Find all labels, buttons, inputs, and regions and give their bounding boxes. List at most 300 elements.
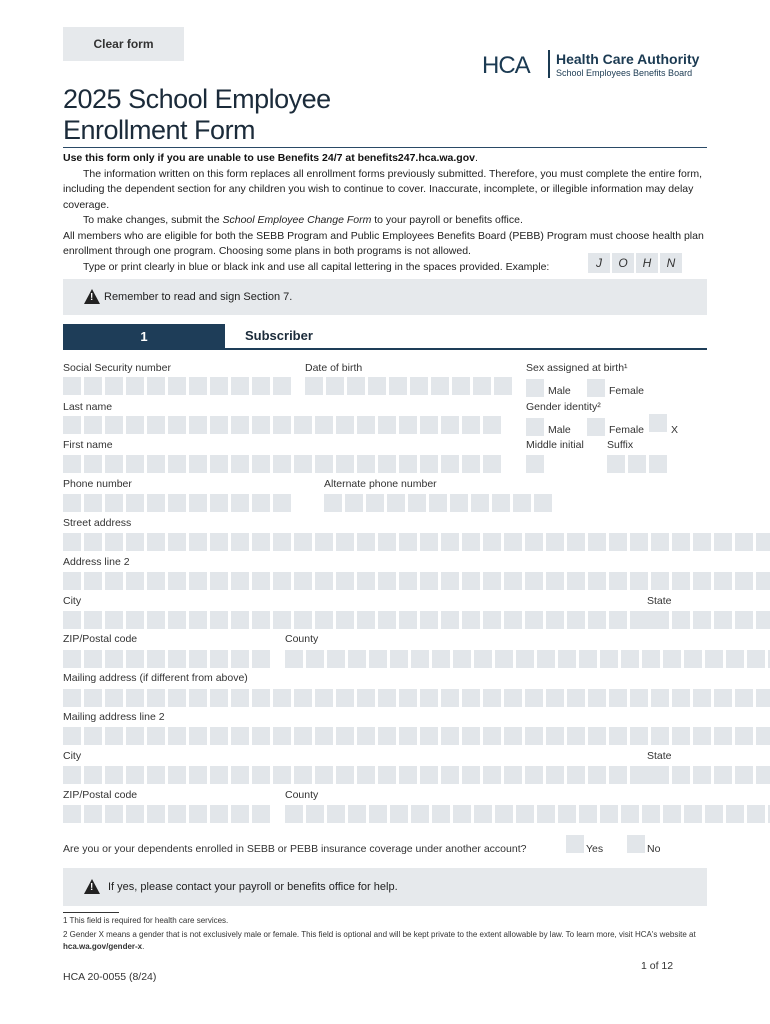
char-box[interactable] [429,494,447,512]
char-box[interactable] [378,572,396,590]
char-box[interactable] [326,377,344,395]
char-box[interactable] [756,611,770,629]
char-box[interactable] [273,611,291,629]
char-box[interactable] [504,533,522,551]
char-box[interactable] [168,377,186,395]
char-box[interactable] [399,455,417,473]
char-box[interactable] [408,494,426,512]
char-box[interactable] [357,727,375,745]
char-box[interactable] [378,727,396,745]
gender-x-checkbox[interactable] [649,414,667,432]
char-box[interactable] [630,689,648,707]
char-box[interactable] [483,455,501,473]
char-box[interactable] [147,494,165,512]
address2-input[interactable] [63,572,770,590]
phone-input[interactable] [63,494,291,512]
char-box[interactable] [474,650,492,668]
char-box[interactable] [231,572,249,590]
char-box[interactable] [420,416,438,434]
char-box[interactable] [168,533,186,551]
char-box[interactable] [588,766,606,784]
char-box[interactable] [126,572,144,590]
char-box[interactable] [189,650,207,668]
char-box[interactable] [231,455,249,473]
char-box[interactable] [389,377,407,395]
char-box[interactable] [714,727,732,745]
char-box[interactable] [483,572,501,590]
char-box[interactable] [273,533,291,551]
char-box[interactable] [273,494,291,512]
char-box[interactable] [105,416,123,434]
zip-input[interactable] [63,650,270,668]
char-box[interactable] [399,416,417,434]
char-box[interactable] [441,533,459,551]
char-box[interactable] [705,805,723,823]
char-box[interactable] [399,689,417,707]
char-box[interactable] [600,805,618,823]
char-box[interactable] [492,494,510,512]
char-box[interactable] [147,416,165,434]
char-box[interactable] [315,416,333,434]
char-box[interactable] [495,805,513,823]
ssn-input[interactable] [63,377,291,395]
char-box[interactable] [588,689,606,707]
char-box[interactable] [452,377,470,395]
char-box[interactable] [735,611,753,629]
char-box[interactable] [567,533,585,551]
char-box[interactable] [210,805,228,823]
char-box[interactable] [473,377,491,395]
state2-input[interactable] [647,766,665,784]
char-box[interactable] [294,416,312,434]
char-box[interactable] [294,689,312,707]
char-box[interactable] [483,689,501,707]
char-box[interactable] [399,766,417,784]
char-box[interactable] [726,650,744,668]
char-box[interactable] [315,689,333,707]
char-box[interactable] [504,572,522,590]
char-box[interactable] [189,689,207,707]
char-box[interactable] [294,572,312,590]
char-box[interactable] [252,766,270,784]
char-box[interactable] [126,727,144,745]
char-box[interactable] [63,805,81,823]
char-box[interactable] [126,689,144,707]
char-box[interactable] [252,533,270,551]
char-box[interactable] [126,766,144,784]
char-box[interactable] [693,727,711,745]
char-box[interactable] [516,650,534,668]
char-box[interactable] [305,377,323,395]
char-box[interactable] [714,572,732,590]
char-box[interactable] [306,805,324,823]
char-box[interactable] [294,455,312,473]
char-box[interactable] [399,533,417,551]
char-box[interactable] [126,455,144,473]
char-box[interactable] [357,766,375,784]
char-box[interactable] [357,689,375,707]
char-box[interactable] [579,650,597,668]
clear-form-button[interactable]: Clear form [63,27,184,61]
char-box[interactable] [651,572,669,590]
char-box[interactable] [494,377,512,395]
char-box[interactable] [84,727,102,745]
char-box[interactable] [546,766,564,784]
mailing2-input[interactable] [63,727,770,745]
char-box[interactable] [210,766,228,784]
char-box[interactable] [735,572,753,590]
char-box[interactable] [252,572,270,590]
char-box[interactable] [147,455,165,473]
char-box[interactable] [285,650,303,668]
char-box[interactable] [105,611,123,629]
char-box[interactable] [168,611,186,629]
street-input[interactable] [63,533,770,551]
char-box[interactable] [168,650,186,668]
char-box[interactable] [756,572,770,590]
char-box[interactable] [273,727,291,745]
char-box[interactable] [105,766,123,784]
char-box[interactable] [441,611,459,629]
char-box[interactable] [390,650,408,668]
char-box[interactable] [663,650,681,668]
char-box[interactable] [63,689,81,707]
char-box[interactable] [168,805,186,823]
char-box[interactable] [84,650,102,668]
char-box[interactable] [189,611,207,629]
char-box[interactable] [366,494,384,512]
char-box[interactable] [647,766,665,784]
char-box[interactable] [387,494,405,512]
char-box[interactable] [600,650,618,668]
char-box[interactable] [621,650,639,668]
char-box[interactable] [399,572,417,590]
char-box[interactable] [630,766,648,784]
char-box[interactable] [105,805,123,823]
char-box[interactable] [231,650,249,668]
char-box[interactable] [495,650,513,668]
char-box[interactable] [369,805,387,823]
char-box[interactable] [327,805,345,823]
char-box[interactable] [63,727,81,745]
char-box[interactable] [609,727,627,745]
char-box[interactable] [324,494,342,512]
char-box[interactable] [336,416,354,434]
char-box[interactable] [189,727,207,745]
char-box[interactable] [231,377,249,395]
char-box[interactable] [462,572,480,590]
char-box[interactable] [147,572,165,590]
char-box[interactable] [420,572,438,590]
char-box[interactable] [231,416,249,434]
char-box[interactable] [462,689,480,707]
char-box[interactable] [607,455,625,473]
char-box[interactable] [705,650,723,668]
char-box[interactable] [441,572,459,590]
char-box[interactable] [168,572,186,590]
char-box[interactable] [546,572,564,590]
char-box[interactable] [315,533,333,551]
char-box[interactable] [420,689,438,707]
char-box[interactable] [147,650,165,668]
char-box[interactable] [649,455,667,473]
char-box[interactable] [537,650,555,668]
char-box[interactable] [567,572,585,590]
char-box[interactable] [348,805,366,823]
char-box[interactable] [651,727,669,745]
char-box[interactable] [588,727,606,745]
char-box[interactable] [621,805,639,823]
char-box[interactable] [63,416,81,434]
char-box[interactable] [378,455,396,473]
char-box[interactable] [537,805,555,823]
char-box[interactable] [420,455,438,473]
char-box[interactable] [504,727,522,745]
char-box[interactable] [84,494,102,512]
char-box[interactable] [462,611,480,629]
char-box[interactable] [630,572,648,590]
char-box[interactable] [567,766,585,784]
char-box[interactable] [126,533,144,551]
char-box[interactable] [126,416,144,434]
char-box[interactable] [168,689,186,707]
char-box[interactable] [534,494,552,512]
char-box[interactable] [651,689,669,707]
char-box[interactable] [336,455,354,473]
char-box[interactable] [504,689,522,707]
char-box[interactable] [210,416,228,434]
char-box[interactable] [273,689,291,707]
gender-male-checkbox[interactable] [526,418,544,436]
char-box[interactable] [630,533,648,551]
char-box[interactable] [756,689,770,707]
char-box[interactable] [462,727,480,745]
char-box[interactable] [630,611,648,629]
char-box[interactable] [273,455,291,473]
char-box[interactable] [126,494,144,512]
char-box[interactable] [231,494,249,512]
char-box[interactable] [336,689,354,707]
char-box[interactable] [526,455,544,473]
char-box[interactable] [672,611,690,629]
char-box[interactable] [63,377,81,395]
char-box[interactable] [336,611,354,629]
alt-phone-input[interactable] [324,494,552,512]
char-box[interactable] [357,416,375,434]
char-box[interactable] [273,572,291,590]
char-box[interactable] [567,727,585,745]
char-box[interactable] [210,572,228,590]
char-box[interactable] [84,611,102,629]
char-box[interactable] [252,611,270,629]
char-box[interactable] [756,727,770,745]
no-checkbox[interactable] [627,835,645,853]
char-box[interactable] [672,727,690,745]
char-box[interactable] [483,727,501,745]
char-box[interactable] [105,727,123,745]
first-name-input[interactable] [63,455,501,473]
char-box[interactable] [525,611,543,629]
char-box[interactable] [628,455,646,473]
char-box[interactable] [210,689,228,707]
char-box[interactable] [231,533,249,551]
char-box[interactable] [546,689,564,707]
char-box[interactable] [315,572,333,590]
char-box[interactable] [420,611,438,629]
char-box[interactable] [441,416,459,434]
last-name-input[interactable] [63,416,501,434]
char-box[interactable] [63,533,81,551]
char-box[interactable] [420,533,438,551]
county2-input[interactable] [285,805,770,823]
char-box[interactable] [84,805,102,823]
char-box[interactable] [189,455,207,473]
char-box[interactable] [231,689,249,707]
char-box[interactable] [525,572,543,590]
char-box[interactable] [558,650,576,668]
char-box[interactable] [558,805,576,823]
char-box[interactable] [189,377,207,395]
char-box[interactable] [411,650,429,668]
char-box[interactable] [84,377,102,395]
char-box[interactable] [483,416,501,434]
char-box[interactable] [504,611,522,629]
char-box[interactable] [609,533,627,551]
char-box[interactable] [63,611,81,629]
char-box[interactable] [483,611,501,629]
char-box[interactable] [189,416,207,434]
char-box[interactable] [588,572,606,590]
char-box[interactable] [347,377,365,395]
char-box[interactable] [231,727,249,745]
char-box[interactable] [294,727,312,745]
char-box[interactable] [450,494,468,512]
char-box[interactable] [368,377,386,395]
char-box[interactable] [546,533,564,551]
char-box[interactable] [294,611,312,629]
char-box[interactable] [63,455,81,473]
char-box[interactable] [462,416,480,434]
char-box[interactable] [483,533,501,551]
char-box[interactable] [462,533,480,551]
char-box[interactable] [147,377,165,395]
char-box[interactable] [516,805,534,823]
char-box[interactable] [672,533,690,551]
char-box[interactable] [672,572,690,590]
char-box[interactable] [609,572,627,590]
char-box[interactable] [525,533,543,551]
char-box[interactable] [513,494,531,512]
char-box[interactable] [420,766,438,784]
state-input[interactable] [647,611,665,629]
char-box[interactable] [315,766,333,784]
char-box[interactable] [441,766,459,784]
char-box[interactable] [252,650,270,668]
char-box[interactable] [84,416,102,434]
char-box[interactable] [327,650,345,668]
char-box[interactable] [453,650,471,668]
char-box[interactable] [378,533,396,551]
char-box[interactable] [726,805,744,823]
char-box[interactable] [147,766,165,784]
char-box[interactable] [345,494,363,512]
char-box[interactable] [441,689,459,707]
char-box[interactable] [714,766,732,784]
char-box[interactable] [84,689,102,707]
zip2-input[interactable] [63,805,270,823]
char-box[interactable] [147,727,165,745]
char-box[interactable] [147,805,165,823]
char-box[interactable] [84,455,102,473]
char-box[interactable] [315,455,333,473]
char-box[interactable] [252,727,270,745]
char-box[interactable] [63,650,81,668]
char-box[interactable] [306,650,324,668]
char-box[interactable] [399,727,417,745]
char-box[interactable] [474,805,492,823]
char-box[interactable] [357,572,375,590]
char-box[interactable] [231,805,249,823]
dob-input[interactable] [305,377,512,395]
yes-checkbox[interactable] [566,835,584,853]
char-box[interactable] [63,494,81,512]
char-box[interactable] [378,416,396,434]
char-box[interactable] [390,805,408,823]
char-box[interactable] [189,533,207,551]
sex-female-checkbox[interactable] [587,379,605,397]
char-box[interactable] [105,689,123,707]
char-box[interactable] [105,377,123,395]
char-box[interactable] [210,455,228,473]
char-box[interactable] [453,805,471,823]
char-box[interactable] [315,611,333,629]
char-box[interactable] [336,533,354,551]
char-box[interactable] [684,805,702,823]
char-box[interactable] [756,533,770,551]
char-box[interactable] [693,533,711,551]
char-box[interactable] [231,766,249,784]
char-box[interactable] [126,377,144,395]
char-box[interactable] [609,766,627,784]
char-box[interactable] [420,727,438,745]
char-box[interactable] [105,572,123,590]
char-box[interactable] [336,766,354,784]
char-box[interactable] [126,611,144,629]
char-box[interactable] [126,805,144,823]
char-box[interactable] [441,455,459,473]
char-box[interactable] [252,689,270,707]
char-box[interactable] [693,572,711,590]
char-box[interactable] [84,572,102,590]
char-box[interactable] [210,611,228,629]
char-box[interactable] [462,455,480,473]
char-box[interactable] [84,766,102,784]
char-box[interactable] [147,689,165,707]
char-box[interactable] [651,533,669,551]
char-box[interactable] [504,766,522,784]
char-box[interactable] [642,650,660,668]
char-box[interactable] [663,805,681,823]
char-box[interactable] [105,650,123,668]
char-box[interactable] [189,572,207,590]
char-box[interactable] [714,533,732,551]
char-box[interactable] [735,689,753,707]
char-box[interactable] [63,766,81,784]
char-box[interactable] [378,766,396,784]
char-box[interactable] [735,766,753,784]
sex-male-checkbox[interactable] [526,379,544,397]
char-box[interactable] [273,766,291,784]
